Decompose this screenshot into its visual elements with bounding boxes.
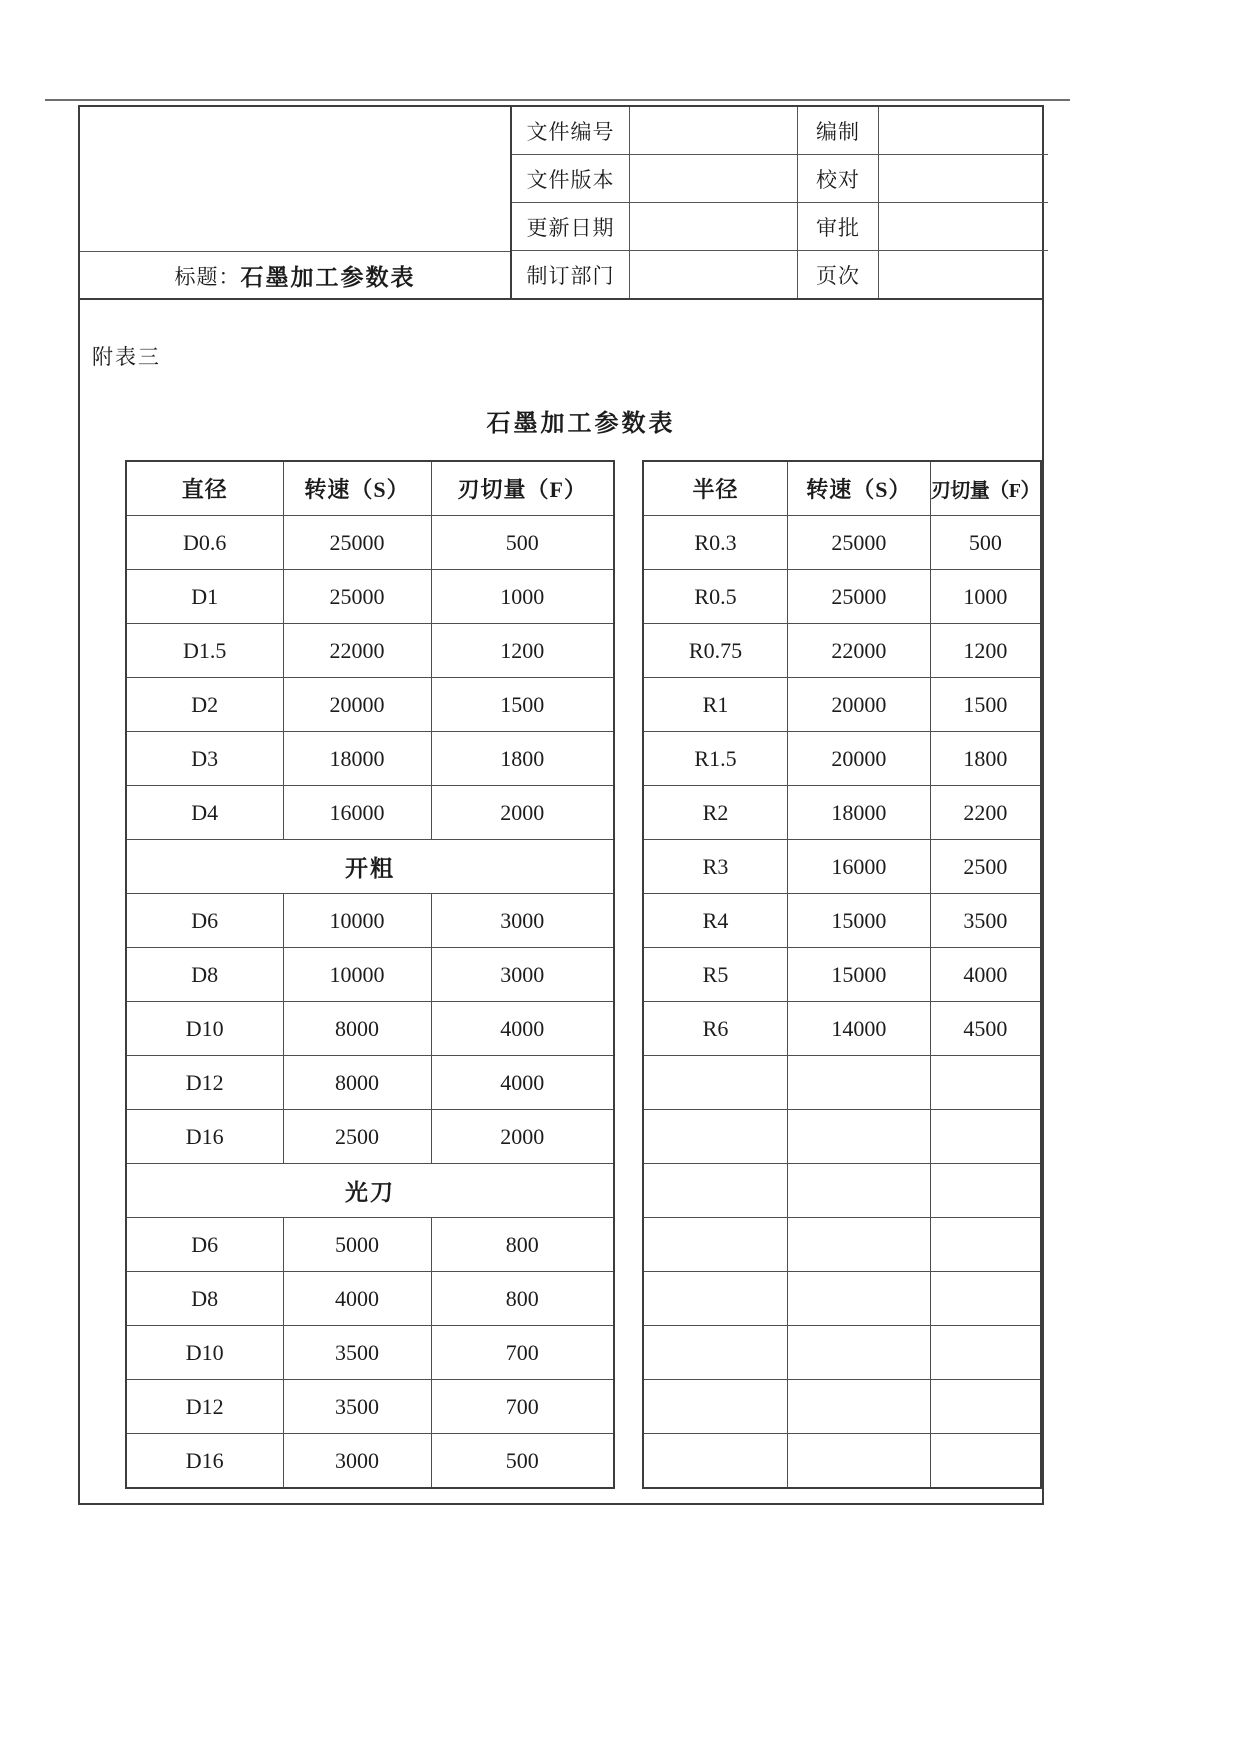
table-cell: D6 [126,894,283,948]
table-row [126,1380,614,1434]
table-main-title: 石墨加工参数表 [486,411,676,437]
table-cell [930,1272,1041,1326]
table-row [126,786,614,840]
table-row [643,948,1041,1002]
table-row [126,678,614,732]
table-cell: 10000 [283,948,431,1002]
document-control-grid [510,107,1046,299]
table-cell: D6 [126,1218,283,1272]
header-bottom-rule [80,298,1042,300]
table-cell: R4 [643,894,788,948]
table-row [126,1326,614,1380]
page-frame [78,105,1044,1505]
table-cell: 2200 [930,786,1041,840]
table-cell: 4000 [283,1272,431,1326]
issuing-dept-label: 制订部门 [526,264,615,288]
table-cell: 4000 [930,948,1041,1002]
table-cell: D16 [126,1110,283,1164]
table-row [126,840,614,894]
table-row [126,1002,614,1056]
table-cell [788,1380,931,1434]
table-cell [643,1218,788,1272]
table-cell: D8 [126,1272,283,1326]
table-row [643,786,1041,840]
table-cell: 16000 [283,786,431,840]
table-cell: 16000 [788,840,931,894]
table-cell: 500 [930,516,1041,570]
table-cell: R0.5 [643,570,788,624]
table-row [126,1272,614,1326]
table-row [643,1164,1041,1218]
table-row [126,1056,614,1110]
table-cell [788,1110,931,1164]
table-cell: D10 [126,1002,283,1056]
annex-label: 附表三 [92,345,161,369]
table-cell [930,1380,1041,1434]
table-row [643,840,1041,894]
table-row [126,1110,614,1164]
table-cell: 25000 [788,570,931,624]
table-row [643,624,1041,678]
table-cell: 8000 [283,1002,431,1056]
table-row [643,1272,1041,1326]
table-cell: 3500 [930,894,1041,948]
table-row [126,624,614,678]
document-title-row [80,251,510,299]
table-cell: 18000 [788,786,931,840]
table-cell [788,1056,931,1110]
table-cell: 700 [431,1326,614,1380]
table-row [126,516,614,570]
column-header: 转速（S） [788,461,931,516]
document-title: 石墨加工参数表 [240,265,416,290]
table-row [643,1110,1041,1164]
table-cell: 2500 [930,840,1041,894]
table-cell [788,1164,931,1218]
table-cell: 500 [431,516,614,570]
doc-number-label: 文件编号 [512,107,629,155]
column-header: 半径 [643,461,788,516]
table-row [126,1164,614,1218]
table-cell: 25000 [283,516,431,570]
approval-label: 审批 [797,203,878,251]
table-row [126,894,614,948]
section-row-label: 光刀 [126,1164,614,1218]
table-cell: 3000 [431,894,614,948]
table-cell: 5000 [283,1218,431,1272]
table-cell [643,1434,788,1489]
table-cell: D16 [126,1434,283,1489]
table-cell: 1000 [431,570,614,624]
table-cell: D2 [126,678,283,732]
table-row [643,1434,1041,1489]
table-cell: 700 [431,1380,614,1434]
table-cell [788,1326,931,1380]
table-cell: R1.5 [643,732,788,786]
table-cell: 25000 [283,570,431,624]
table-cell: 2000 [431,786,614,840]
table-cell: 4000 [431,1002,614,1056]
proofread-value [878,155,1048,203]
table-cell [930,1434,1041,1489]
table-cell: 3500 [283,1326,431,1380]
table-cell: 4000 [431,1056,614,1110]
table-cell [643,1272,788,1326]
table-cell: 15000 [788,948,931,1002]
table-row [643,678,1041,732]
table-cell [643,1164,788,1218]
table-row [643,1002,1041,1056]
top-rule-line [45,99,1070,101]
table-cell: D12 [126,1056,283,1110]
table-cell: 4500 [930,1002,1041,1056]
table-cell: 20000 [788,678,931,732]
table-cell [930,1164,1041,1218]
table-cell: 1800 [431,732,614,786]
table-cell: D4 [126,786,283,840]
table-cell: 8000 [283,1056,431,1110]
table-cell: 3000 [431,948,614,1002]
table-row [126,732,614,786]
doc-number-value [629,107,797,155]
table-cell: 20000 [283,678,431,732]
table-cell: 1500 [930,678,1041,732]
table-cell: R6 [643,1002,788,1056]
page-number-label: 页次 [797,251,878,299]
table-cell: 800 [431,1272,614,1326]
table-row [126,570,614,624]
table-cell: R0.3 [643,516,788,570]
table-cell: 500 [431,1434,614,1489]
table-cell [643,1056,788,1110]
approval-value [878,203,1048,251]
table-cell: R0.75 [643,624,788,678]
column-header: 刃切量（F） [930,461,1041,516]
table-row [643,516,1041,570]
table-row [643,732,1041,786]
table-row [643,894,1041,948]
table-cell: 1800 [930,732,1041,786]
table-cell: 20000 [788,732,931,786]
table-cell [643,1326,788,1380]
section-row-label: 开粗 [126,840,614,894]
table-row [126,948,614,1002]
table-cell: R1 [643,678,788,732]
table-cell [930,1218,1041,1272]
column-header: 刃切量（F） [431,461,614,516]
table-cell [930,1056,1041,1110]
table-cell: 1500 [431,678,614,732]
table-cell: R3 [643,840,788,894]
issuing-dept-value [629,251,797,299]
table-cell: 800 [431,1218,614,1272]
prepared-by-value [878,107,1048,155]
table-cell: R5 [643,948,788,1002]
table-cell: 3500 [283,1380,431,1434]
table-row [643,570,1041,624]
table-cell [788,1434,931,1489]
diameter-parameter-table [125,460,615,1489]
proofread-label: 校对 [797,155,878,203]
update-date-value [629,203,797,251]
table-row [643,1218,1041,1272]
doc-version-label: 文件版本 [512,155,629,203]
table-row [643,1326,1041,1380]
table-cell: 25000 [788,516,931,570]
table-cell [788,1272,931,1326]
table-cell: D1.5 [126,624,283,678]
table-cell: R2 [643,786,788,840]
column-header: 转速（S） [283,461,431,516]
update-date-label: 更新日期 [512,203,629,251]
radius-parameter-table [642,460,1042,1489]
column-header: 直径 [126,461,283,516]
table-cell: 14000 [788,1002,931,1056]
table-cell [643,1110,788,1164]
table-cell [930,1326,1041,1380]
table-cell: D8 [126,948,283,1002]
table-cell [930,1110,1041,1164]
table-row [643,1380,1041,1434]
table-cell [788,1218,931,1272]
table-cell: D0.6 [126,516,283,570]
title-prefix: 标题： [174,264,241,289]
table-cell: D12 [126,1380,283,1434]
table-row [126,1218,614,1272]
page-number-value [878,251,1048,299]
table-cell: 3000 [283,1434,431,1489]
table-cell: 18000 [283,732,431,786]
prepared-by-label: 编制 [797,107,878,155]
table-cell: 22000 [283,624,431,678]
table-cell: D3 [126,732,283,786]
table-cell: D10 [126,1326,283,1380]
table-cell: 1200 [930,624,1041,678]
table-cell: D1 [126,570,283,624]
table-cell: 15000 [788,894,931,948]
table-cell: 10000 [283,894,431,948]
table-row [643,1056,1041,1110]
table-row [126,1434,614,1489]
doc-version-value [629,155,797,203]
table-cell: 2000 [431,1110,614,1164]
table-cell: 1000 [930,570,1041,624]
table-cell [643,1380,788,1434]
table-cell: 2500 [283,1110,431,1164]
table-cell: 1200 [431,624,614,678]
table-cell: 22000 [788,624,931,678]
